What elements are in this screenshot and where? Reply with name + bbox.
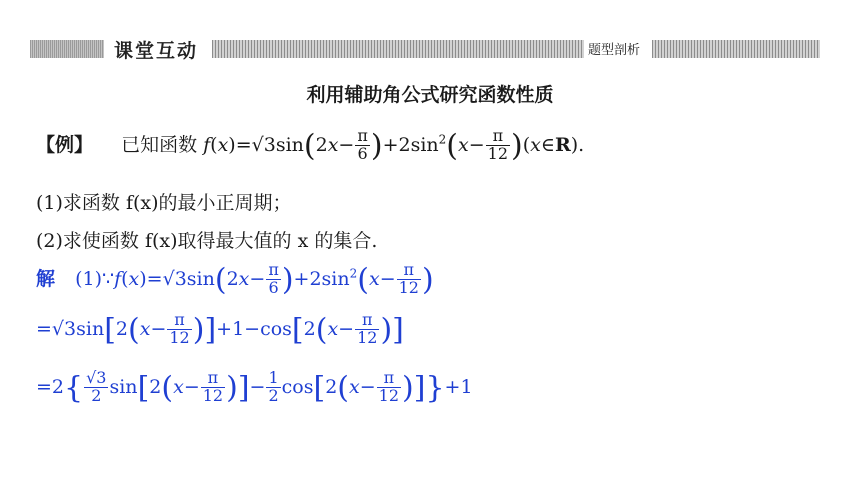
header-decor-right — [652, 40, 820, 58]
header-decor-left — [30, 40, 104, 58]
header-decor-middle — [212, 40, 584, 58]
section-tag: 题型剖析 — [588, 43, 641, 58]
topic-title: 利用辅助角公式研究函数性质 — [306, 84, 554, 106]
example-label: 【例】 — [36, 133, 94, 156]
header-bar — [0, 36, 860, 60]
example-formula: 已知函数 f(x)=√3sin(2x− $\frac{\pi}{6}$ )$+2\sin^2(x-$ $\frac{\pi}{12}$ )(x∈R). — [121, 126, 585, 163]
solution-line-2: =√3sin[2(x− $\frac{\pi}{12}$ )]+1−cos[2(x− $\frac{\pi}{12}$ )] — [36, 310, 404, 347]
solution-line-1: 解 (1)∵f(x)=√3sin(2x− $\frac{\pi}{6}$ )$+2\sin^2(x-$ $\frac{\pi}{12}$ ) — [36, 260, 434, 297]
example-statement — [36, 128, 584, 163]
solution-label: 解 — [36, 267, 56, 290]
question-2: (2)求使函数 f(x)取得最大值的 x 的集合. — [36, 230, 378, 252]
solution-line-3: =2{ $\frac{√3}{2}$ sin[2(x− $\frac{\pi}{12}$ )]− $\frac{1}{2}$ cos[2(x− $\frac{\pi}{12}$ )]}+1 — [36, 368, 473, 405]
question-1: (1)求函数 f(x)的最小正周期； — [36, 192, 292, 214]
section-title: 课堂互动 — [114, 40, 199, 62]
